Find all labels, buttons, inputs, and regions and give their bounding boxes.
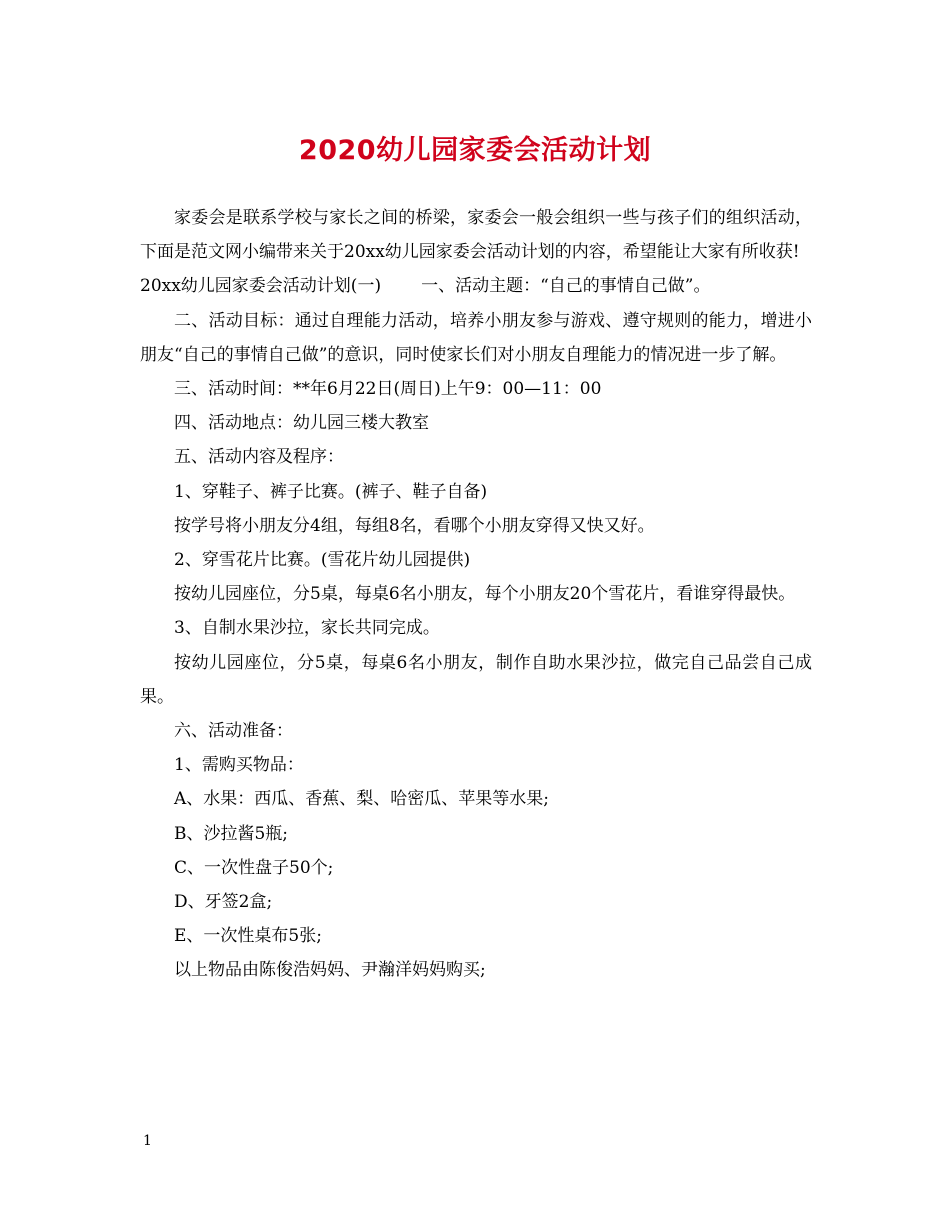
paragraph-purchase-e: E、一次性桌布5张;: [174, 926, 322, 947]
paragraph-goal: 二、活动目标：通过自理能力活动，培养小朋友参与游戏、遵守规则的能力，增进小朋友“自己的事情自己做”的意识，同时使家长们对小朋友自理能力的情况进一步了解。: [140, 310, 812, 365]
paragraph-item-3: 3、自制水果沙拉，家长共同完成。: [174, 618, 440, 639]
paragraph-purchase-b: B、沙拉酱5瓶;: [174, 823, 289, 844]
paragraph-purchase-a: A、水果：西瓜、香蕉、梨、哈密瓜、苹果等水果;: [174, 789, 550, 810]
paragraph-item-2-detail: 按幼儿园座位，分5桌，每桌6名小朋友，每个小朋友20个雪花片，看谁穿得最快。: [174, 584, 796, 605]
plan-heading: 20xx幼儿园家委会活动计划(一): [140, 276, 382, 297]
paragraph-item-3-detail: 按幼儿园座位，分5桌，每桌6名小朋友，制作自助水果沙拉，做完自己品尝自己成果。: [140, 652, 812, 707]
paragraph-item-2: 2、穿雪花片比赛。(雪花片幼儿园提供): [174, 550, 471, 571]
paragraph-purchase-heading: 1、需购买物品：: [174, 755, 304, 776]
document-title: 2020幼儿园家委会活动计划: [298, 135, 652, 166]
paragraph-intro: 家委会是联系学校与家长之间的桥梁，家委会一般会组织一些与孩子们的组织活动，下面是范文网小编带来关于20xx幼儿园家委会活动计划的内容，希望能让大家有所收获!: [140, 208, 812, 263]
paragraph-item-1: 1、穿鞋子、裤子比赛。(裤子、鞋子自备): [174, 481, 488, 502]
paragraph-location: 四、活动地点：幼儿园三楼大教室: [174, 413, 429, 434]
paragraph-preparation-heading: 六、活动准备：: [174, 721, 293, 742]
page-number: 1: [143, 1133, 152, 1149]
paragraph-purchase-c: C、一次性盘子50个;: [174, 857, 334, 878]
document-body: [140, 201, 812, 988]
paragraph-purchase-d: D、牙签2盒;: [174, 892, 273, 913]
paragraph-time: 三、活动时间：**年6月22日(周日)上午9：00—11：00: [174, 379, 602, 400]
paragraph-purchaser: 以上物品由陈俊浩妈妈、尹瀚洋妈妈购买;: [174, 960, 486, 981]
paragraph-program-heading: 五、活动内容及程序：: [174, 447, 344, 468]
paragraph-item-1-detail: 按学号将小朋友分4组，每组8名，看哪个小朋友穿得又快又好。: [174, 515, 655, 536]
paragraph-plan-heading: [140, 269, 812, 303]
activity-theme: 一、活动主题：“自己的事情自己做”。: [421, 276, 711, 297]
